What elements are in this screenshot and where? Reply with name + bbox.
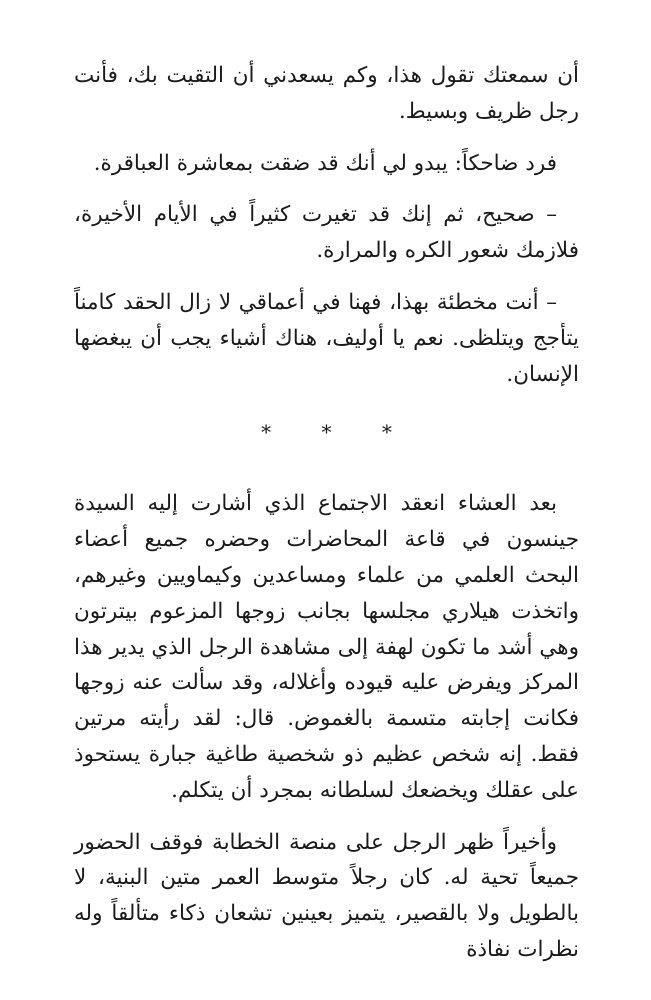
paragraph-narration-1: فرد ضاحكاً: يبدو لي أنك قد ضقت بمعاشرة العباقرة.	[93, 150, 557, 176]
book-page	[74, 58, 579, 984]
paragraph-narration-3: وأخيراً ظهر الرجل على منصة الخطابة فوقف الحضور جميعاً تحية له. كان رجلاً متوسط العمر متين البنية، لا بالطويل ولا بالقصير، يتميز بعينين تشعان ذكاء متألقاً وله نظرات نفاذة	[74, 829, 579, 962]
paragraph-dialogue-2: – صحيح، ثم إنك قد تغيرت كثيراً في الأيام الأخيرة، فلازمك شعور الكره والمرارة.	[74, 202, 579, 264]
paragraph-dialogue-1: أن سمعتك تقول هذا، وكم يسعدني أن التقيت بك، فأنت رجل ظريف وبسيط.	[74, 63, 579, 124]
paragraph-dialogue-3: – أنت مخطئة بهذا، فهنا في أعماقي لا زال الحقد كامناً يتأجج ويتلظى. نعم يا أوليف، هناك أشياء يجب أن يبغضها الإنسان.	[74, 289, 579, 387]
paragraph-narration-2: بعد العشاء انعقد الاجتماع الذي أشارت إليه السيدة جينسون في قاعة المحاضرات وحضره جميع أعضاء البحث العلمي من علماء ومساعدين وكيماويين وغيرهم، واتخذت هيلاري مجلسها بجانب زوجها المزعوم بيترتون وهي أشد ما تكون لهفة إلى مشاهدة الرجل الذي يدير هذا المركز ويفرض عليه قيوده وأغلاله، وقد سألت عنه زوجها فكانت إجابته متسمة بالغموض. قال: لقد رأيته مرتين فقط. إنه شخص عظيم ذو شخصية طاغية جبارة يستحوذ على عقلك ويخضعك لسلطانه بمجرد أن يتكلم.	[74, 491, 579, 803]
section-separator: * * *	[261, 420, 414, 445]
